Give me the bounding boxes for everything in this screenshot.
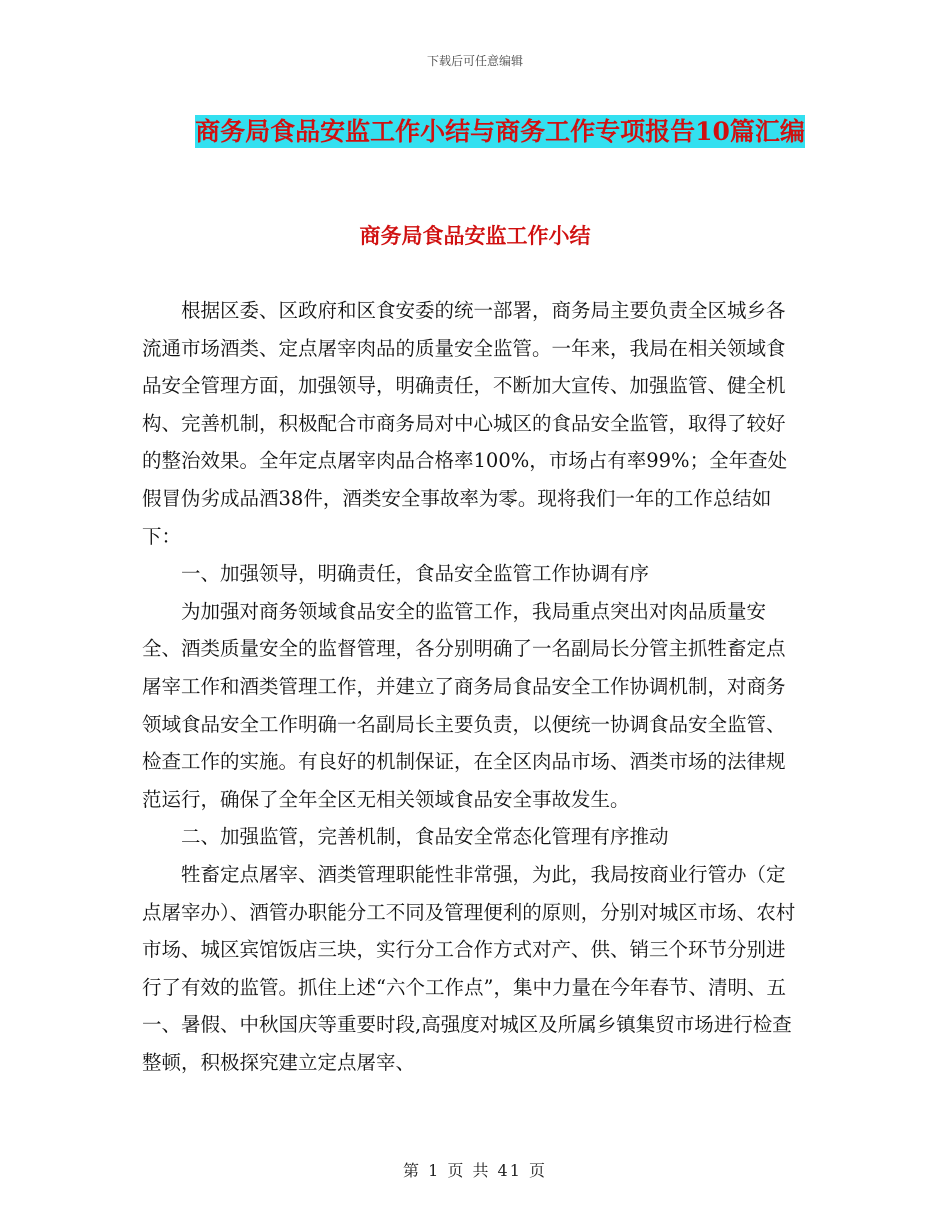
header-note: 下载后可任意编辑 [426,54,523,68]
section-title: 商务局食品安监工作小结 [359,223,591,248]
paragraph: 为加强对商务领域食品安全的监管工作，我局重点突出对肉品质量安全、酒类质量安全的监督管理，各分别明确了一名副局长分管主抓牲畜定点屠宰工作和酒类管理工作，并建立了商务局食品安全工作协调机制，对商务领域食品安全工作明确一名副局长主要负责，以便统一协调食品安全监管、检查工作的实施。有良好的机制保证，在全区肉品市场、酒类市场的法律规范运行，确保了全年全区无相关领域食品安全事故发生。 [142,599,786,811]
document-title [150,110,850,154]
paragraph-heading: 一、加强领导，明确责任，食品安全监管工作协调有序 [142,562,650,586]
page-number: 第 1 页 共 41 页 [403,1161,547,1180]
document-body [142,292,802,1081]
paragraph-heading: 二、加强监管，完善机制，食品安全常态化管理有序推动 [142,825,669,849]
document-title-text: 商务局食品安监工作小结与商务工作专项报告10篇汇编 [195,117,805,146]
paragraph: 牲畜定点屠宰、酒类管理职能性非常强，为此，我局按商业行管办（定点屠宰办）、酒管办职能分工不同及管理便利的原则，分别对城区市场、农村市场、城区宾馆饭店三块，实行分工合作方式对产、供、销三个环节分别进行了有效的监管。抓住上述“六个工作点”，集中力量在今年春节、清明、五一、暑假、中秋国庆等重要时段,高强度对城区及所属乡镇集贸市场进行检查整顿，积极探究建立定点屠宰、 [142,862,796,1074]
paragraph: 根据区委、区政府和区食安委的统一部署，商务局主要负责全区城乡各流通市场酒类、定点屠宰肉品的质量安全监管。一年来，我局在相关领域食品安全管理方面，加强领导，明确责任，不断加大宣传、加强监管、健全机构、完善机制，积极配合市商务局对中心城区的食品安全监管，取得了较好的整治效果。全年定点屠宰肉品合格率100%，市场占有率99%；全年查处假冒伪劣成品酒38件，酒类安全事故率为零。现将我们一年的工作总结如下： [142,299,788,548]
